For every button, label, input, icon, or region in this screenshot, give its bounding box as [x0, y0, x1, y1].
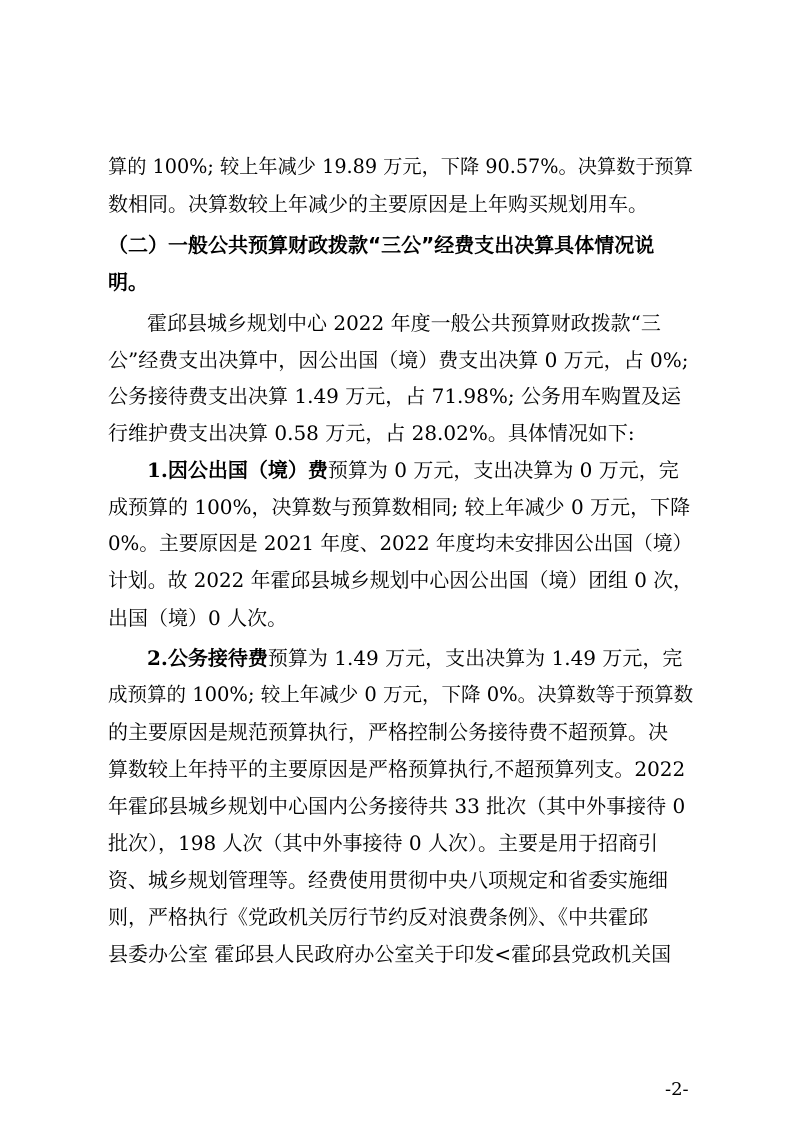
page-number: -2- — [665, 1079, 689, 1100]
body-line-10: 成预算的 100%，决算数与预算数相同; 较上年减少 0 万元，下降 — [108, 495, 691, 519]
section-heading-line-1: （二）一般公共预算财政拨款“三公”经费支出决算具体情况说 — [108, 233, 655, 257]
body-line-16: 的主要原因是规范预算执行，严格控制公务接待费不超预算。决 — [108, 720, 668, 744]
body-line-22: 县委办公室 霍邱县人民政府办公室关于印发<霍邱县党政机关国 — [108, 942, 672, 966]
item-1-text: 预算为 0 万元，支出决算为 0 万元，完 — [327, 458, 679, 482]
body-line-21: 则，严格执行《党政机关厉行节约反对浪费条例》、《中共霍邱 — [108, 905, 648, 929]
body-line-12: 计划。故 2022 年霍邱县城乡规划中心因公出国（境）团组 0 次， — [108, 569, 693, 592]
section-heading-line-2: 明。 — [108, 270, 148, 294]
body-line-13: 出国（境）0 人次。 — [108, 606, 288, 630]
item-2-first-line — [147, 644, 693, 672]
body-line-17: 算数较上年持平的主要原因是严格预算执行,不超预算列支。2022 — [108, 757, 686, 781]
body-line-6: 公”经费支出决算中，因公出国（境）费支出决算 0 万元，占 0%; — [108, 348, 689, 372]
body-line-8: 行维护费支出决算 0.58 万元，占 28.02%。具体情况如下: — [108, 421, 635, 445]
body-line-11: 0%。主要原因是 2021 年度、2022 年度均未安排因公出国（境） — [108, 532, 693, 555]
item-2-text: 预算为 1.49 万元，支出决算为 1.49 万元，完 — [267, 646, 683, 670]
body-line-7: 公务接待费支出决算 1.49 万元，占 71.98%; 公务用车购置及运 — [108, 384, 681, 408]
body-line-18: 年霍邱县城乡规划中心国内公务接待共 33 批次（其中外事接待 0 — [108, 794, 686, 818]
item-1-first-line — [147, 456, 693, 484]
body-line-19: 批次），198 人次（其中外事接待 0 人次）。主要是用于招商引 — [108, 831, 658, 855]
item-2-bold-lead: 2.公务接待费 — [147, 646, 268, 670]
body-line-2: 数相同。决算数较上年减少的主要原因是上年购买规划用车。 — [108, 192, 648, 216]
body-line-5: 霍邱县城乡规划中心 2022 年度一般公共预算财政拨款“三 — [147, 311, 661, 335]
body-line-1: 算的 100%; 较上年减少 19.89 万元，下降 90.57%。决算数于预算 — [108, 155, 693, 178]
item-1-bold-lead: 1.因公出国（境）费 — [147, 458, 328, 482]
body-line-15: 成预算的 100%; 较上年减少 0 万元，下降 0%。决算数等于预算数 — [108, 683, 694, 706]
body-line-20: 资、城乡规划管理等。经费使用贯彻中央八项规定和省委实施细 — [108, 868, 668, 892]
